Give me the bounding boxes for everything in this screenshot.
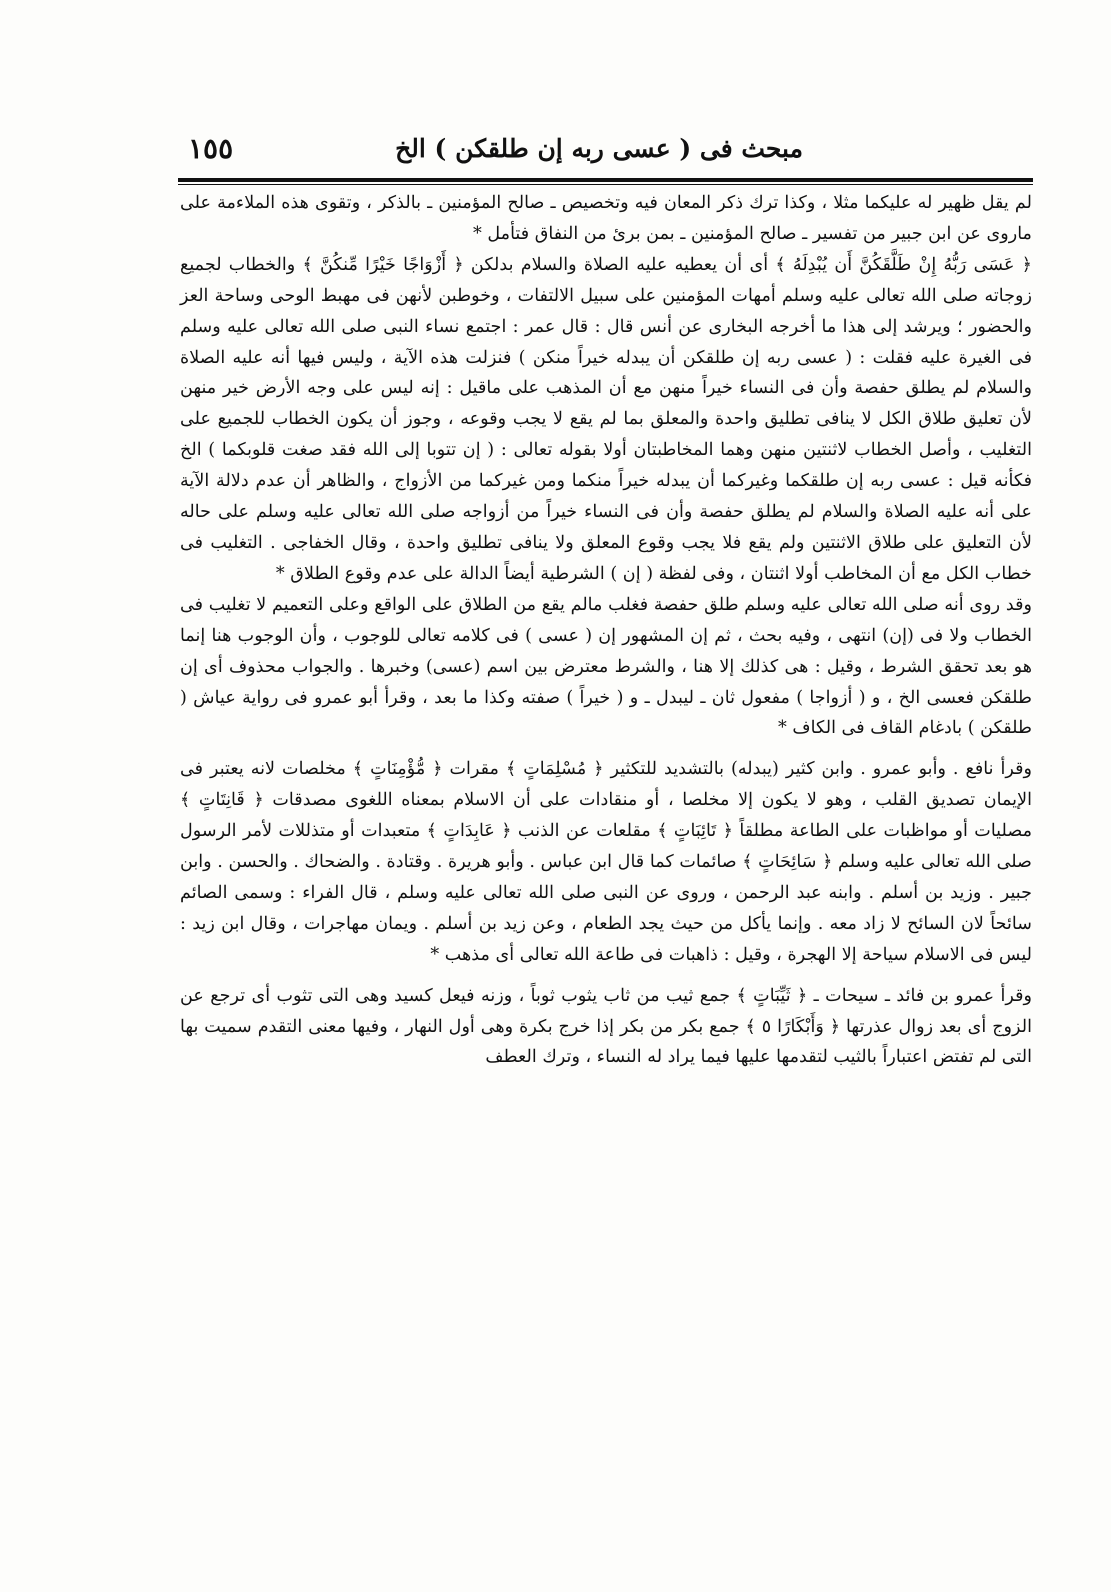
header-rule-thick xyxy=(178,178,1033,182)
running-title: مبحث فى ( عسى ربه إن طلقكن ) الخ xyxy=(395,134,803,163)
paragraph: لم يقل ظهير له عليكما مثلا ، وكذا ترك ذكر المعان فيه وتخصيص ـ صالح المؤمنين ـ بالذكر ، وتقوى هذه الملاءمة على ماروى عن ابن جبير من تفسير ـ صالح المؤمنين ـ بمن برئ من النفاق فتأمل * xyxy=(180,193,1032,244)
paragraph: وقرأ نافع . وأبو عمرو . وابن كثير (يبدله) بالتشديد للتكثير ﴿ مُسْلِمَاتٍ ﴾ مقرات ﴿ مُّؤْمِنَاتٍ ﴾ مخلصات لانه يعتبر فى الإيمان تصديق القلب ، وهو لا يكون إلا مخلصا ، أو منقادات على أن الاسلام بمعناه اللغوى مصدقات ﴿ قَانِتَاتٍ ﴾ مصليات أو مواظبات على الطاعة مطلقاً ﴿ تَائِبَاتٍ ﴾ مقلعات عن الذنب ﴿ عَابِدَاتٍ ﴾ متعبدات أو متذللات لأمر الرسول صلى الله تعالى عليه وسلم ﴿ سَائِحَاتٍ ﴾ صائمات كما قال ابن عباس . وأبو هريرة . وقتادة . والضحاك . والحسن . وابن جبير . وزيد بن أسلم . وابنه عبد الرحمن ، وروى عن النبى صلى الله تعالى عليه وسلم ، قال الفراء : وسمى الصائم سائحاً لان السائح لا زاد معه . وإنما يأكل من حيث يجد الطعام ، وعن زيد بن أسلم . ويمان مهاجرات ، وقال ابن زيد : ليس فى الاسلام سياحة إلا الهجرة ، وقيل : ذاهبات فى طاعة الله تعالى أى مذهب * xyxy=(180,759,1032,965)
paragraph: وقرأ عمرو بن فائد ـ سيحات ـ ﴿ ثَيِّبَاتٍ ﴾ جمع ثيب من ثاب يثوب ثوباً ، وزنه فيعل كسيد وهى التى تثوب أى ترجع عن الزوج أى بعد زوال عذرتها ﴿ وَأَبْكَارًا ٥ ﴾ جمع بكر من بكر إذا خرج بكرة وهى أول النهار ، وفيها معنى التقدم سميت بها التى لم تفتض اعتباراً بالثيب لتقدمها عليها فيما يراد له النساء ، وترك العطف xyxy=(180,985,1033,1068)
paragraph: وقد روى أنه صلى الله تعالى عليه وسلم طلق حفصة فغلب مالم يقع من الطلاق على الواقع وعلى التعميم لا تغليب فى الخطاب ولا فى (إن) انتهى ، وفيه بحث ، ثم إن المشهور إن ( عسى ) فى كلامه تعالى للوجوب ، وأن الوجوب هنا إنما هو بعد تحقق الشرط ، وقيل : هى كذلك إلا هنا ، والشرط معترض بين اسم (عسى) وخبرها . والجواب محذوف أى إن طلقكن فعسى الخ ، و ( أزواجا ) مفعول ثان ـ ليبدل ـ و ( خيراً ) صفته وكذا ما بعد ، وقرأ أبو عمرو فى رواية عياش ( طلقكن ) بادغام القاف فى الكاف * xyxy=(180,594,1032,739)
running-header xyxy=(178,128,1033,176)
header-rule-thin xyxy=(178,184,1033,185)
page-number: ١٥٥ xyxy=(188,132,234,165)
body-text xyxy=(180,188,1032,1073)
paragraph: ﴿ عَسَى رَبُّهُ إِنْ طَلَّقَكُنَّ أَن يُبْدِلَهُ ﴾ أى أن يعطيه عليه الصلاة والسلام بدلكن ﴿ أَزْوَاجًا خَيْرًا مِّنكُنَّ ﴾ والخطاب لجميع زوجاته صلى الله تعالى عليه وسلم أمهات المؤمنين على سبيل الالتفات ، وخوطبن لأنهن فى مهبط الوحى وساحة العز والحضور ؛ ويرشد إلى هذا ما أخرجه البخارى عن أنس قال : قال عمر : اجتمع نساء النبى صلى الله تعالى عليه وسلم فى الغيرة عليه فقلت : ( عسى ربه إن طلقكن أن يبدله خيراً منكن ) فنزلت هذه الآية ، وليس فيها أنه عليه الصلاة والسلام لم يطلق حفصة وأن فى النساء خيراً منهن مع أن المذهب على ماقيل : إنه ليس على وجه الأرض خير منهن لأن تعليق طلاق الكل لا ينافى تطليق واحدة والمعلق بما لم يقع لا يجب وقوعه ، وجوز أن يكون الخطاب للجميع على التغليب ، وأصل الخطاب لاثنتين منهن وهما المخاطبتان أولا بقوله تعالى : ( إن تتوبا إلى الله فقد صغت قلوبكما ) الخ فكأنه قيل : عسى ربه إن طلقكما وغيركما أن يبدله خيراً منكما ومن غيركما من الأزواج ، والظاهر أن عدم دلالة الآية على أنه عليه الصلاة والسلام لم يطلق حفصة وأن فى النساء خيراً من أزواجه صلى الله تعالى عليه وسلم على حاله لأن التعليق على طلاق الاثنتين ولم يقع فلا يجب وقوع المعلق ولا ينافى تطليق واحدة ، وقال الخفاجى . التغليب فى خطاب الكل مع أن المخاطب أولا اثنتان ، وفى لفظة ( إن ) الشرطية أيضاً الدالة على عدم وقوع الطلاق * xyxy=(180,254,1032,584)
